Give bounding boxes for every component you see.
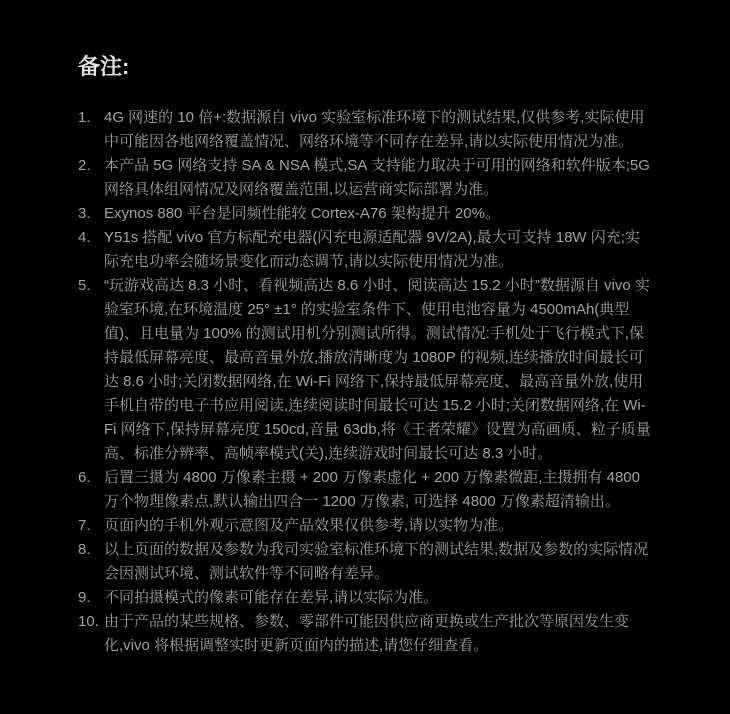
note-item <box>78 106 653 154</box>
note-number: 4. <box>78 229 91 246</box>
note-number: 5. <box>78 277 91 294</box>
note-number: 10. <box>78 613 99 630</box>
note-number: 2. <box>78 157 91 174</box>
note-text: Exynos 880 平台是同频性能较 Cortex-A76 架构提升 20%。 <box>104 205 500 222</box>
note-number: 8. <box>78 541 91 558</box>
page-title: 备注: <box>78 54 130 79</box>
note-item <box>78 586 653 610</box>
note-number: 3. <box>78 205 91 222</box>
note-text: Y51s 搭配 vivo 官方标配充电器(闪充电源适配器 9V/2A),最大可支持 18W 闪充;实际充电功率会随场景变化而动态调节,请以实际使用情况为准。 <box>104 229 640 270</box>
note-number: 9. <box>78 589 91 606</box>
note-item <box>78 610 653 658</box>
note-text: 以上页面的数据及参数为我司实验室标准环境下的测试结果,数据及参数的实际情况会因测试环境、测试软件等不同略有差异。 <box>104 541 649 582</box>
note-item <box>78 274 653 466</box>
note-text: 不同拍摄模式的像素可能存在差异,请以实际为准。 <box>104 589 439 606</box>
note-number: 1. <box>78 109 91 126</box>
note-text: 页面内的手机外观示意图及产品效果仅供参考,请以实物为准。 <box>104 517 514 534</box>
note-item <box>78 466 653 514</box>
note-text: 由于产品的某些规格、参数、零部件可能因供应商更换或生产批次等原因发生变化,vivo 将根据调整实时更新页面内的描述,请您仔细查看。 <box>104 613 630 654</box>
note-number: 6. <box>78 469 91 486</box>
note-item <box>78 226 653 274</box>
note-item <box>78 154 653 202</box>
note-text: “玩游戏高达 8.3 小时、看视频高达 8.6 小时、阅读高达 15.2 小时”数据源自 vivo 实验室环境,在环境温度 25° ±1° 的实验室条件下、使用电池容量为 4500mAh(典型值)、且电量为 100% 的测试用机分别测试所得。测试情况:手机处于飞行模式下,保持最低屏幕亮度、最高音量外放,播放清晰度为 1080P 的视频,连续播放时间最长可达 8.6 小时;关闭数据网络,在 Wi-Fi 网络下,保持最低屏幕亮度、最高音量外放,使用手机自带的电子书应用阅读,连续阅读时间最长可达 15.2 小时;关闭数据网络,在 Wi-Fi 网络下,保持屏幕亮度 150cd,音量 63db,将《王者荣耀》设置为高画质、粒子质量高、标准分辨率、高帧率模式(关),连续游戏时间最长可达 8.3 小时。 <box>104 277 651 462</box>
notes-list <box>78 106 653 658</box>
note-text: 4G 网速的 10 倍+:数据源自 vivo 实验室标准环境下的测试结果,仅供参考,实际使用中可能因各地网络覆盖情况、网络环境等不同存在差异,请以实际使用情况为准。 <box>104 109 645 150</box>
note-item <box>78 538 653 586</box>
note-text: 本产品 5G 网络支持 SA & NSA 模式,SA 支持能力取决于可用的网络和软件版本;5G 网络具体组网情况及网络覆盖范围,以运营商实际部署为准。 <box>104 157 650 198</box>
note-item <box>78 202 653 226</box>
note-text: 后置三摄为 4800 万像素主摄 + 200 万像素虚化 + 200 万像素微距,主摄拥有 4800 万个物理像素点,默认输出四合一 1200 万像素, 可选择 4800 万像素超清输出。 <box>104 469 640 510</box>
note-item <box>78 514 653 538</box>
note-number: 7. <box>78 517 91 534</box>
